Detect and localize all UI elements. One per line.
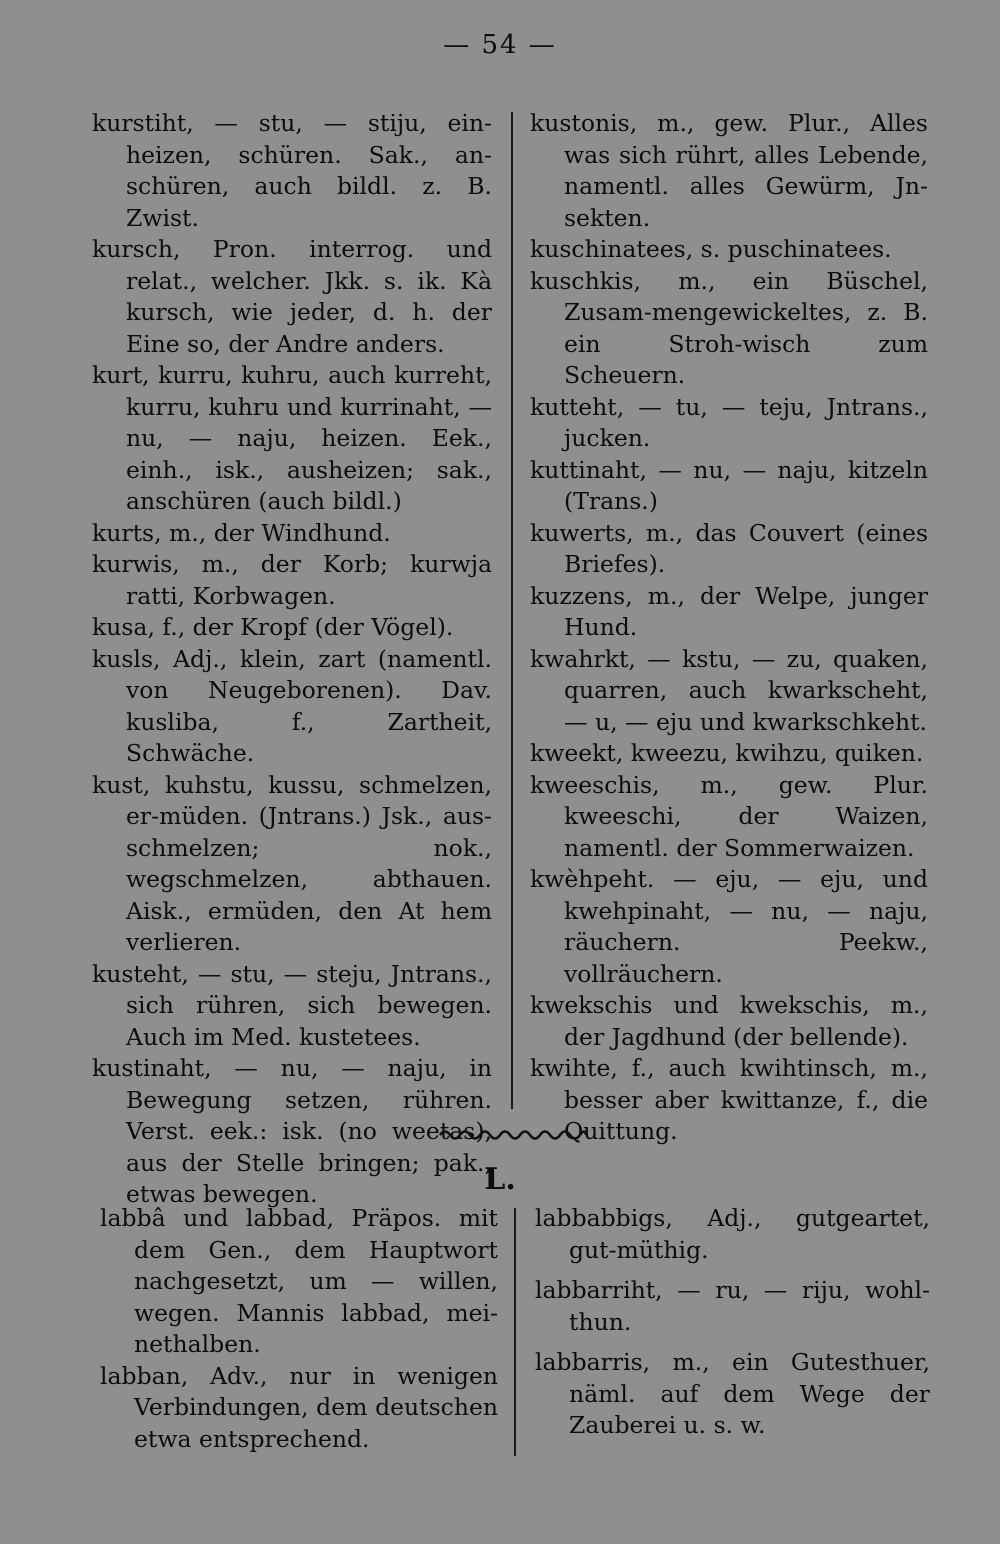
entry-labbarris: labbarris, m., ein Gutesthuer, näml. auf dem Wege der Zauberei u. s. w. — [535, 1348, 930, 1439]
entry-kurts: kurts, m., der Windhund. — [92, 518, 391, 547]
entry-kusa: kusa, f., der Kropf (der Vögel). — [92, 613, 454, 641]
entry-kuschinatees: kuschinatees, s. puschinatees. — [530, 235, 892, 263]
entry-labba: labbâ und labbad, Präpos. mit dem Gen., dem Hauptwort nachgesetzt, um — willen, wegen. Mannis labbad, mei-nethalben. — [100, 1204, 498, 1358]
section-letter: L. — [484, 1162, 516, 1197]
page-number: — 54 — — [443, 30, 557, 60]
entry-kusls: kusls, Adj., klein, zart (namentl. von Neugeborenen). Dav. kusliba, f., Zartheit, Schwäche. — [92, 644, 492, 767]
entry-kuschkis: kuschkis, m., ein Büschel, Zusam-mengewickeltes, z. B. ein Stroh-wisch zum Scheuern. — [530, 266, 928, 389]
entry-kuzzens: kuzzens, m., der Welpe, junger Hund. — [530, 581, 928, 641]
entry-kurwis: kurwis, m., der Korb; kurwja ratti, Korbwagen. — [92, 550, 492, 610]
entry-labbarriht: labbarriht, — ru, — riju, wohl-thun. — [535, 1276, 930, 1336]
entry-kuwerts: kuwerts, m., das Couvert (eines Briefes). — [530, 518, 928, 578]
entry-kust: kust, kuhstu, kussu, schmelzen, er-müden. (Jntrans.) Jsk., aus-schmelzen; nok., wegschmelzen, abthauen. Aisk., ermüden, den At hem verlieren. — [92, 770, 492, 956]
entry-kwahrkt: kwahrkt, — kstu, — zu, quaken, quarren, auch kwarkscheht, — u, — eju und kwarkschkeht. — [530, 644, 928, 736]
entry-kwekschis: kwekschis und kwekschis, m., der Jagdhund (der bellende). — [530, 991, 928, 1051]
entry-kutteht: kutteht, — tu, — teju, Jntrans., jucken. — [530, 392, 928, 452]
entry-kuttinaht: kuttinaht, — nu, — naju, kitzeln (Trans.) — [530, 455, 928, 515]
entry-kurstiht: kurstiht, — stu, — stiju, ein-heizen, schüren. Sak., an-schüren, auch bildl. z. B. Zwist. — [92, 109, 492, 232]
entry-kweeschis: kweeschis, m., gew. Plur. kweeschi, der Waizen, namentl. der Sommerwaizen. — [530, 770, 928, 862]
entry-kwehpeht: kwèhpeht. — eju, — eju, und kwehpinaht, — nu, — naju, räuchern. Peekw., vollräuchern. — [530, 865, 928, 988]
entry-kursch: kursch, Pron. interrog. und relat., welcher. Jkk. s. ik. Kà kursch, wie jeder, d. h. der Eine so, der Andre anders. — [92, 235, 492, 358]
entry-kustinaht: kustinaht, — nu, — naju, in Bewegung setzen, rühren. Verst. eek.: isk. (no weetas), aus der Stelle bringen; pak., etwas bewegen. — [92, 1054, 492, 1208]
wavy-divider-ornament — [438, 1126, 588, 1144]
entry-kwihte: kwihte, f., auch kwihtinsch, m., besser aber kwittanze, f., die Quittung. — [530, 1054, 928, 1145]
entry-kustonis: kustonis, m., gew. Plur., Alles was sich rührt, alles Lebende, namentl. alles Gewürm, Jn-sekten. — [530, 109, 928, 232]
column-bottom-right — [535, 1203, 930, 1451]
entry-kusteht: kusteht, — stu, — steju, Jntrans., sich rühren, sich bewegen. Auch im Med. kustetees. — [92, 959, 492, 1051]
entry-labbabbigs: labbabbigs, Adj., gutgeartet, gut-müthig. — [535, 1204, 930, 1264]
column-divider-bottom — [514, 1208, 516, 1456]
entry-kweekt: kweekt, kweezu, kwihzu, quiken. — [530, 739, 924, 767]
column-bottom-left — [100, 1203, 498, 1455]
column-divider-top — [511, 112, 513, 1109]
entry-kurt: kurt, kurru, kuhru, auch kurreht, kurru, kuhru und kurrinaht, — nu, — naju, heizen. Eek., einh., isk., ausheizen; sak., anschüren (auch bildl.) — [92, 361, 492, 515]
column-top-left — [92, 108, 492, 1211]
column-top-right — [530, 108, 928, 1148]
entry-labban: labban, Adv., nur in wenigen Verbindungen, dem deutschen etwa entsprechend. — [100, 1361, 498, 1453]
